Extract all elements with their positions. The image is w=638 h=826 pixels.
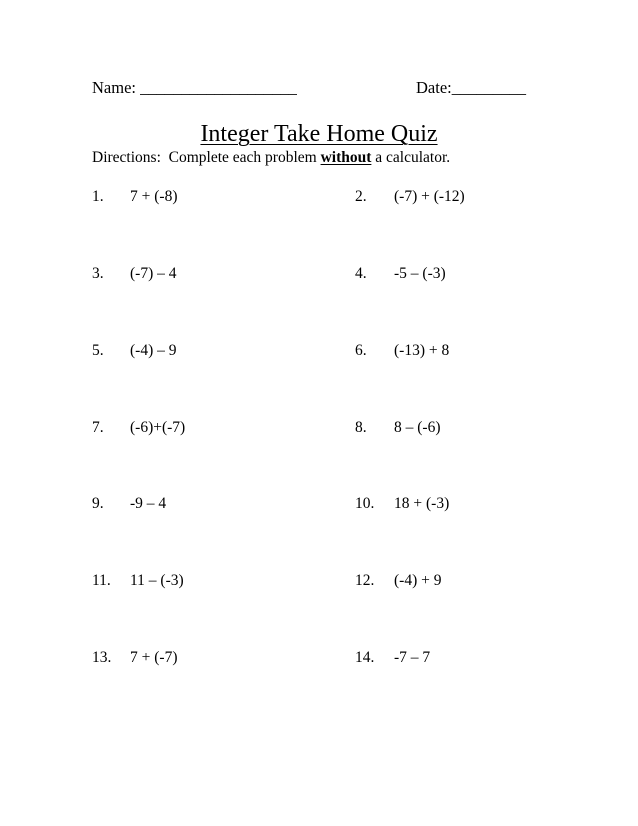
problem-number: 13. <box>92 649 112 666</box>
name-field-label: Name: ___________________ <box>92 78 297 97</box>
problem-number: 14. <box>355 649 375 666</box>
problem-expression: (-13) + 8 <box>394 342 450 359</box>
problem-number: 6. <box>355 342 367 359</box>
directions <box>92 150 450 166</box>
problem-number: 7. <box>92 419 104 436</box>
problem-expression: -7 – 7 <box>394 649 431 666</box>
problem-expression: 18 + (-3) <box>394 495 450 512</box>
problem-number: 2. <box>355 188 367 205</box>
problem-expression: 8 – (-6) <box>394 419 441 436</box>
problem-number: 1. <box>92 188 104 205</box>
problem-number: 9. <box>92 495 104 512</box>
problem-expression: 7 + (-8) <box>130 188 178 205</box>
problem-number: 4. <box>355 265 367 282</box>
problem-number: 8. <box>355 419 367 436</box>
directions-emphasis: without <box>320 149 372 166</box>
problem-expression: (-6)+(-7) <box>130 419 186 436</box>
page-title: Integer Take Home Quiz <box>200 121 438 147</box>
problem-expression: (-7) + (-12) <box>394 188 465 205</box>
problem-expression: (-4) – 9 <box>130 342 177 359</box>
directions-text-before: Directions: Complete each problem <box>92 149 321 166</box>
date-field-label: Date:_________ <box>416 78 526 97</box>
problem-expression: 7 + (-7) <box>130 649 178 666</box>
problem-number: 11. <box>92 572 111 589</box>
problem-expression: (-4) + 9 <box>394 572 442 589</box>
problem-expression: -9 – 4 <box>130 495 167 512</box>
problem-number: 5. <box>92 342 104 359</box>
problem-number: 3. <box>92 265 104 282</box>
problem-number: 10. <box>355 495 375 512</box>
directions-text-after: a calculator. <box>371 149 451 166</box>
problem-expression: (-7) – 4 <box>130 265 177 282</box>
problem-number: 12. <box>355 572 375 589</box>
problem-expression: 11 – (-3) <box>130 572 184 589</box>
problem-expression: -5 – (-3) <box>394 265 446 282</box>
